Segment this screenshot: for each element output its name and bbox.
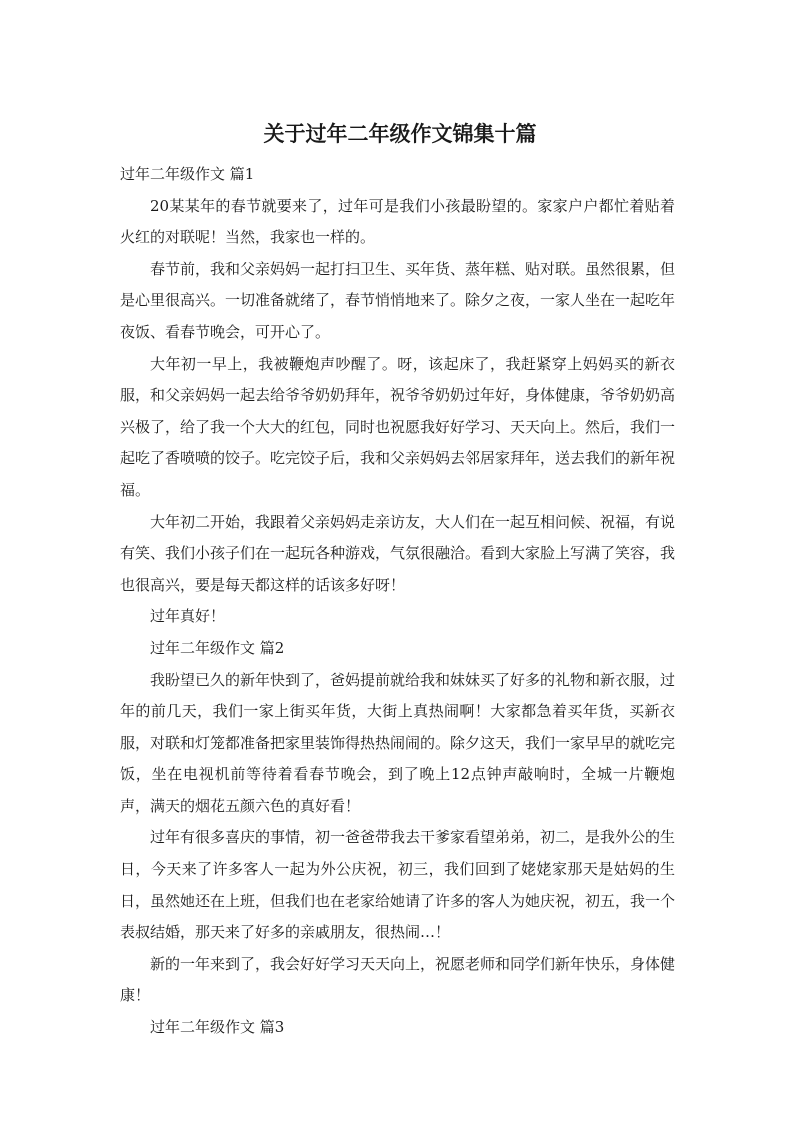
section-heading: 过年二年级作文 篇3 xyxy=(150,1018,285,1037)
paragraph: 我盼望已久的新年快到了，爸妈提前就给我和妹妹买了好多的礼物和新衣服，过年的前几天，我们一家上街买年货，大街上真热闹啊！大家都急着买年货，买新衣服，对联和灯笼都准备把家里装饰得热热闹闹的。除夕这天，我们一家早早的就吃完饭，坐在电视机前等待着看春节晚会，到了晚上12点钟声敲响时，全城一片鞭炮声，满天的烟花五颜六色的真好看！ xyxy=(120,670,676,815)
section-heading: 过年二年级作文 篇2 xyxy=(150,638,285,657)
paragraph: 新的一年来到了，我会好好学习天天向上，祝愿老师和同学们新年快乐，身体健康！ xyxy=(120,954,676,1005)
section-heading: 过年二年级作文 篇1 xyxy=(120,165,255,183)
document-title: 关于过年二年级作文锦集十篇 xyxy=(263,122,537,146)
paragraph: 春节前，我和父亲妈妈一起打扫卫生、买年货、蒸年糕、贴对联。虽然很累，但是心里很高兴。一切准备就绪了，春节悄悄地来了。除夕之夜，一家人坐在一起吃年夜饭、看春节晚会，可开心了。 xyxy=(120,259,676,341)
paragraph: 大年初一早上，我被鞭炮声吵醒了。呀，该起床了，我赶紧穿上妈妈买的新衣服，和父亲妈妈一起去给爷爷奶奶拜年，祝爷爷奶奶过年好，身体健康，爷爷奶奶高兴极了，给了我一个大大的红包，同时也祝愿我好好学习、天天向上。然后，我们一起吃了香喷喷的饺子。吃完饺子后，我和父亲妈妈去邻居家拜年，送去我们的新年祝福。 xyxy=(120,354,676,499)
paragraph: 20某某年的春节就要来了，过年可是我们小孩最盼望的。家家户户都忙着贴着火红的对联呢！当然，我家也一样的。 xyxy=(120,196,675,247)
document-body xyxy=(120,159,675,1044)
paragraph: 过年有很多喜庆的事情，初一爸爸带我去干爹家看望弟弟，初二，是我外公的生日，今天来了许多客人一起为外公庆祝，初三，我们回到了姥姥家那天是姑妈的生日，虽然她还在上班，但我们也在老家给她请了许多的客人为她庆祝，初五，我一个表叔结婚，那天来了好多的亲戚朋友，很热闹…！ xyxy=(120,828,676,942)
paragraph: 过年真好！ xyxy=(150,607,226,626)
paragraph: 大年初二开始，我跟着父亲妈妈走亲访友，大人们在一起互相问候、祝福，有说有笑、我们小孩子们在一起玩各种游戏，气氛很融洽。看到大家脸上写满了笑容，我也很高兴，要是每天都这样的话该多好呀！ xyxy=(120,512,676,594)
